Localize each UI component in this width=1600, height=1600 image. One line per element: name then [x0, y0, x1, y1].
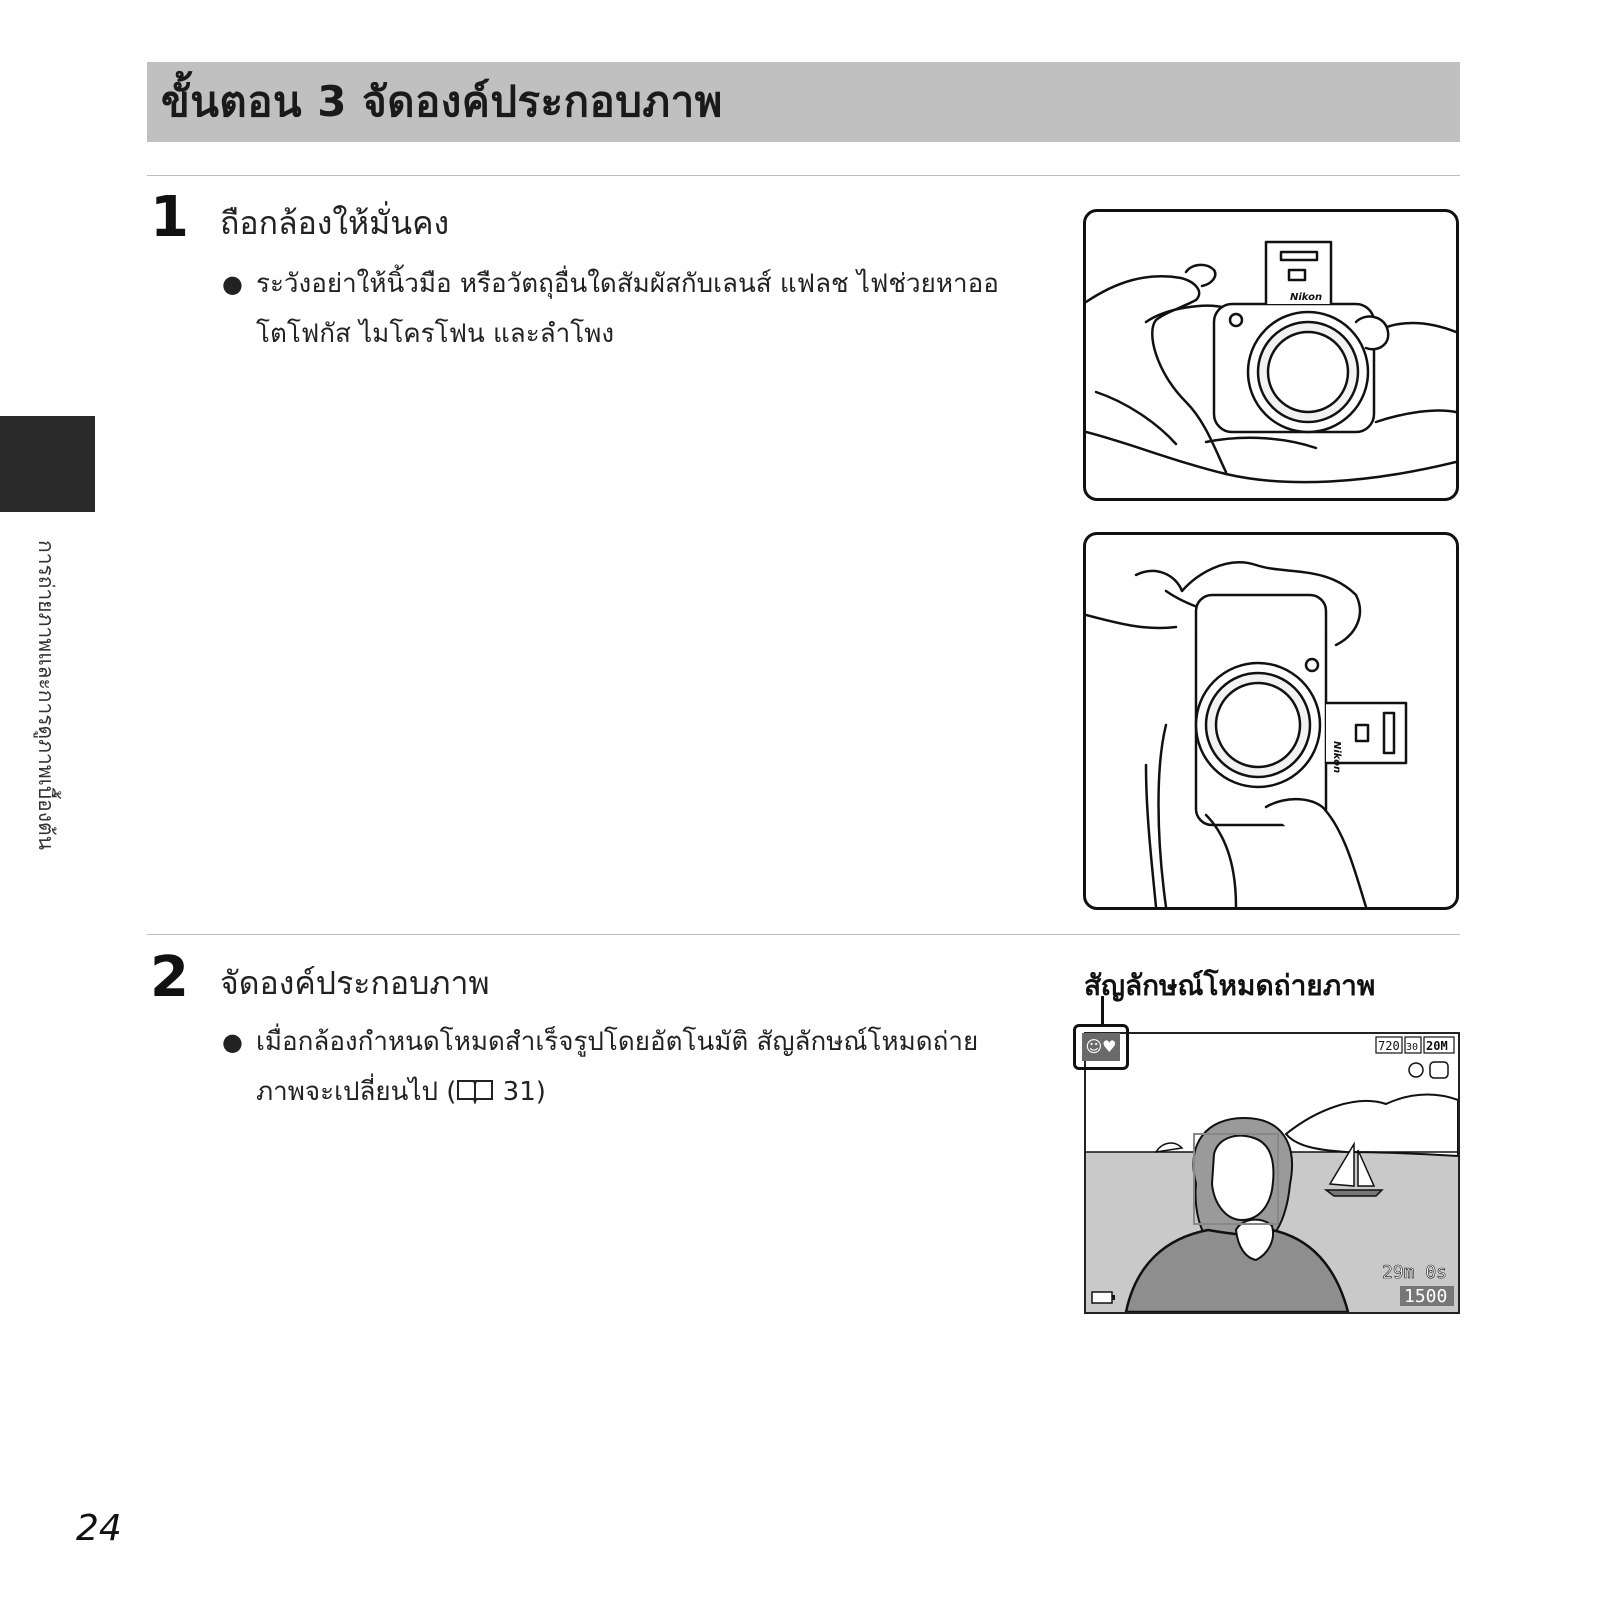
callout-line: [1101, 996, 1104, 1024]
scene-auto-selector-icon: ☺♥: [1082, 1033, 1120, 1061]
osd-image-size: 20M: [1426, 1039, 1448, 1053]
chapter-label-text: การถ่ายภาพและการดูภาพเบื้องต้น: [34, 540, 58, 851]
camera-brand-label: Nikon: [1290, 292, 1323, 303]
page-number: 24: [76, 1508, 122, 1549]
step-2-number: 2: [150, 945, 189, 1010]
camera-hold-landscape-illustration: [1083, 209, 1459, 501]
step-2-bullet: [222, 1017, 1012, 1117]
osd-movie-mode: 720: [1378, 1039, 1400, 1053]
book-icon: [456, 1078, 494, 1104]
battery-icon: [1092, 1292, 1112, 1303]
camera-brand-label-portrait: Nikon: [1331, 741, 1342, 774]
osd-frame-rate: 30: [1406, 1042, 1419, 1053]
divider-middle: [147, 934, 1460, 935]
camera-landscape-svg: [1086, 212, 1456, 498]
camera-portrait-svg: [1086, 535, 1456, 907]
mode-icon-callout-frame: [1073, 1024, 1129, 1070]
divider-top: [147, 175, 1460, 176]
osd-remaining-shots: 1500: [1404, 1286, 1448, 1307]
step-2-bullet-body: เมื่อกล้องกำหนดโหมดสำเร็จรูปโดยอัตโนมัติ สัญลักษณ์โหมดถ่ายภาพจะเปลี่ยนไป (: [256, 1027, 979, 1107]
monitor-scene-svg: [1086, 1034, 1458, 1312]
osd-remaining-time: 29m 0s: [1382, 1262, 1448, 1283]
page-title: ขั้นตอน 3 จัดองค์ประกอบภาพ: [161, 77, 723, 126]
step-1-bullet: [222, 259, 1012, 359]
step-2-title: จัดองค์ประกอบภาพ: [220, 964, 490, 1002]
shooting-mode-label: สัญลักษณ์โหมดถ่ายภาพ: [1084, 969, 1376, 1002]
chapter-tab: [0, 416, 95, 512]
bullet-dot: ●: [222, 1028, 243, 1056]
step-1-number: 1: [150, 185, 189, 250]
bullet-dot: ●: [222, 270, 243, 298]
step-2-page-ref: 31): [494, 1077, 546, 1107]
step-1-bullet-text: ระวังอย่าให้นิ้วมือ หรือวัตถุอื่นใดสัมผัสกับเลนส์ แฟลช ไฟช่วยหาออโตโฟกัส ไมโครโฟน และลำโพง: [256, 269, 999, 349]
step-1-title: ถือกล้องให้มั่นคง: [220, 204, 450, 242]
camera-monitor-display: [1084, 1032, 1460, 1314]
step-2-bullet-text: [222, 1017, 1012, 1117]
title-bar: [147, 62, 1460, 142]
camera-hold-portrait-illustration: [1083, 532, 1459, 910]
